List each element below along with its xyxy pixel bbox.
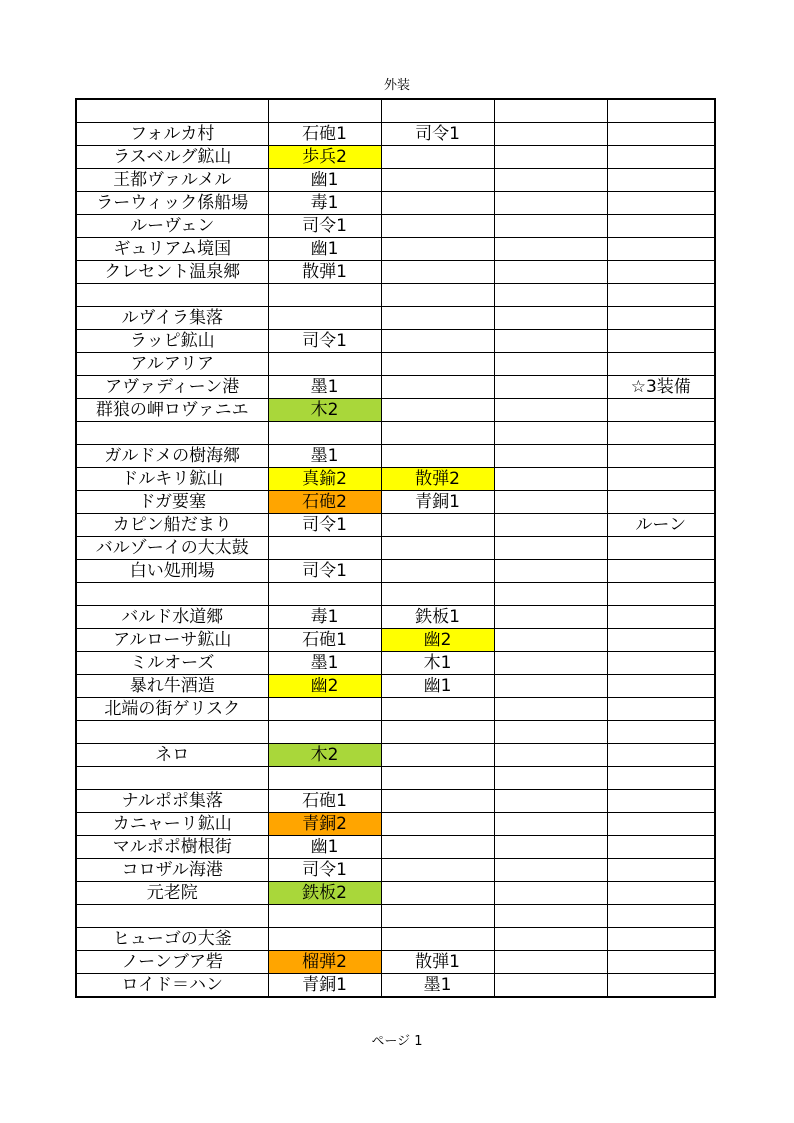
item-cell[interactable] [607, 951, 715, 974]
table-row [76, 606, 715, 629]
item-cell[interactable] [607, 445, 715, 468]
item-cell[interactable] [494, 698, 607, 721]
item-cell[interactable] [607, 284, 715, 307]
item-cell[interactable]: 幽2 [268, 675, 381, 698]
table-row [76, 468, 715, 491]
location-cell[interactable]: バルド水道郷 [76, 606, 268, 629]
item-cell[interactable] [268, 721, 381, 744]
item-cell[interactable] [607, 974, 715, 998]
item-cell[interactable] [607, 836, 715, 859]
item-cell[interactable] [494, 215, 607, 238]
table-row [76, 744, 715, 767]
item-cell[interactable] [381, 169, 494, 192]
item-cell[interactable] [607, 859, 715, 882]
location-cell[interactable]: ルヴイラ集落 [76, 307, 268, 330]
item-cell[interactable]: 墨1 [381, 974, 494, 998]
location-cell[interactable] [76, 767, 268, 790]
table-row [76, 307, 715, 330]
page-header-title: 外装 [383, 78, 410, 93]
item-cell[interactable] [607, 928, 715, 951]
item-cell[interactable] [494, 859, 607, 882]
location-cell[interactable]: ヒューゴの大釜 [76, 928, 268, 951]
item-cell[interactable] [494, 744, 607, 767]
item-cell[interactable] [494, 928, 607, 951]
item-cell[interactable] [607, 99, 715, 123]
item-cell[interactable] [607, 169, 715, 192]
location-cell[interactable]: コロザル海港 [76, 859, 268, 882]
item-cell[interactable] [268, 353, 381, 376]
item-cell[interactable] [494, 836, 607, 859]
table-row [76, 928, 715, 951]
location-cell[interactable]: ネロ [76, 744, 268, 767]
item-cell[interactable] [494, 192, 607, 215]
location-cell[interactable]: ラッピ鉱山 [76, 330, 268, 353]
item-cell[interactable]: 司令1 [268, 859, 381, 882]
table-row [76, 330, 715, 353]
location-cell[interactable]: アルローサ鉱山 [76, 629, 268, 652]
item-cell[interactable] [494, 284, 607, 307]
item-cell[interactable] [381, 905, 494, 928]
item-cell[interactable]: 墨1 [268, 652, 381, 675]
item-cell[interactable]: 鉄板1 [381, 606, 494, 629]
location-cell[interactable]: 白い処刑場 [76, 560, 268, 583]
table-row [76, 215, 715, 238]
item-cell[interactable]: 幽1 [268, 238, 381, 261]
item-cell[interactable]: 散弾1 [381, 951, 494, 974]
item-cell[interactable] [268, 905, 381, 928]
item-cell[interactable]: 榴弾2 [268, 951, 381, 974]
location-cell[interactable]: 群狼の岬ロヴァニエ [76, 399, 268, 422]
item-cell[interactable] [381, 192, 494, 215]
location-cell[interactable] [76, 721, 268, 744]
item-cell[interactable] [381, 790, 494, 813]
item-cell[interactable] [381, 928, 494, 951]
item-cell[interactable] [494, 652, 607, 675]
table-row [76, 514, 715, 537]
item-cell[interactable] [494, 675, 607, 698]
item-cell[interactable] [494, 146, 607, 169]
item-cell[interactable] [607, 123, 715, 146]
table-row [76, 974, 715, 998]
item-cell[interactable]: 石砲1 [268, 629, 381, 652]
location-cell[interactable]: ガルドメの樹海郷 [76, 445, 268, 468]
item-cell[interactable]: 毒1 [268, 192, 381, 215]
item-cell[interactable]: 司令1 [268, 330, 381, 353]
item-cell[interactable] [381, 721, 494, 744]
item-cell[interactable] [381, 583, 494, 606]
location-cell[interactable]: ドガ要塞 [76, 491, 268, 514]
item-cell[interactable] [381, 537, 494, 560]
item-cell[interactable] [268, 284, 381, 307]
table-row [76, 537, 715, 560]
item-cell[interactable]: 石砲1 [268, 790, 381, 813]
item-cell[interactable] [494, 905, 607, 928]
item-cell[interactable] [381, 99, 494, 123]
table-row [76, 629, 715, 652]
location-cell[interactable]: アルアリア [76, 353, 268, 376]
item-cell[interactable]: 司令1 [381, 123, 494, 146]
location-cell[interactable]: ナルポポ集落 [76, 790, 268, 813]
location-cell[interactable]: ロイド＝ハン [76, 974, 268, 998]
item-cell[interactable] [607, 261, 715, 284]
item-cell[interactable] [607, 537, 715, 560]
item-cell[interactable] [607, 307, 715, 330]
item-cell[interactable]: 鉄板2 [268, 882, 381, 905]
item-cell[interactable] [381, 560, 494, 583]
item-cell[interactable] [494, 169, 607, 192]
item-cell[interactable] [607, 652, 715, 675]
item-cell[interactable]: 真鍮2 [268, 468, 381, 491]
item-cell[interactable] [494, 491, 607, 514]
table-row [76, 399, 715, 422]
item-cell[interactable] [494, 238, 607, 261]
item-cell[interactable] [381, 698, 494, 721]
location-cell[interactable]: カニャーリ鉱山 [76, 813, 268, 836]
item-cell[interactable] [268, 99, 381, 123]
table-row [76, 790, 715, 813]
item-cell[interactable]: 散弾2 [381, 468, 494, 491]
item-cell[interactable]: 墨1 [268, 445, 381, 468]
location-cell[interactable] [76, 422, 268, 445]
location-cell[interactable] [76, 583, 268, 606]
item-cell[interactable] [494, 606, 607, 629]
item-cell[interactable]: 木2 [268, 399, 381, 422]
item-cell[interactable] [494, 629, 607, 652]
item-cell[interactable]: 青銅2 [268, 813, 381, 836]
item-cell[interactable] [607, 790, 715, 813]
location-cell[interactable]: ギュリアム境国 [76, 238, 268, 261]
item-cell[interactable] [381, 261, 494, 284]
item-cell[interactable]: 木1 [381, 652, 494, 675]
item-cell[interactable] [494, 307, 607, 330]
item-cell[interactable] [494, 560, 607, 583]
location-cell[interactable]: フォルカ村 [76, 123, 268, 146]
item-cell[interactable] [494, 445, 607, 468]
item-cell[interactable] [381, 882, 494, 905]
item-cell[interactable] [381, 238, 494, 261]
item-cell[interactable] [494, 514, 607, 537]
item-cell[interactable] [607, 215, 715, 238]
table-row [76, 238, 715, 261]
item-cell[interactable] [381, 146, 494, 169]
item-cell[interactable]: 墨1 [268, 376, 381, 399]
item-cell[interactable] [381, 445, 494, 468]
item-cell[interactable] [381, 284, 494, 307]
location-cell[interactable]: ノーンブア砦 [76, 951, 268, 974]
table-row [76, 698, 715, 721]
item-cell[interactable]: ☆3装備 [607, 376, 715, 399]
item-cell[interactable] [268, 767, 381, 790]
item-cell[interactable] [381, 767, 494, 790]
table-row [76, 422, 715, 445]
location-cell[interactable]: ラーウィック係船場 [76, 192, 268, 215]
item-cell[interactable] [494, 583, 607, 606]
table-row [76, 445, 715, 468]
item-cell[interactable] [494, 99, 607, 123]
item-cell[interactable] [494, 399, 607, 422]
table-row [76, 491, 715, 514]
item-cell[interactable] [494, 468, 607, 491]
item-cell[interactable] [381, 514, 494, 537]
item-cell[interactable] [494, 261, 607, 284]
item-cell[interactable] [268, 583, 381, 606]
item-cell[interactable] [268, 307, 381, 330]
item-cell[interactable] [607, 767, 715, 790]
table-row [76, 951, 715, 974]
item-cell[interactable] [607, 192, 715, 215]
item-cell[interactable] [607, 146, 715, 169]
item-cell[interactable] [494, 422, 607, 445]
item-cell[interactable] [268, 422, 381, 445]
item-cell[interactable] [494, 882, 607, 905]
item-cell[interactable]: 毒1 [268, 606, 381, 629]
item-cell[interactable]: 石砲2 [268, 491, 381, 514]
item-cell[interactable] [494, 974, 607, 998]
item-cell[interactable] [607, 721, 715, 744]
item-cell[interactable] [607, 238, 715, 261]
location-cell[interactable]: ルーヴェン [76, 215, 268, 238]
item-cell[interactable] [494, 721, 607, 744]
item-cell[interactable] [607, 675, 715, 698]
item-cell[interactable]: 木2 [268, 744, 381, 767]
item-cell[interactable] [607, 560, 715, 583]
location-cell[interactable]: 暴れ牛酒造 [76, 675, 268, 698]
item-cell[interactable] [268, 698, 381, 721]
item-cell[interactable]: 青銅1 [381, 491, 494, 514]
location-cell[interactable] [76, 284, 268, 307]
item-cell[interactable]: ルーン [607, 514, 715, 537]
location-cell[interactable]: 北端の街ゲリスク [76, 698, 268, 721]
item-cell[interactable] [268, 928, 381, 951]
item-cell[interactable] [381, 307, 494, 330]
item-cell[interactable] [268, 537, 381, 560]
item-cell[interactable] [494, 790, 607, 813]
item-cell[interactable] [494, 951, 607, 974]
item-cell[interactable]: 歩兵2 [268, 146, 381, 169]
table-row [76, 284, 715, 307]
item-cell[interactable] [607, 491, 715, 514]
location-cell[interactable]: マルポポ樹根街 [76, 836, 268, 859]
spreadsheet-body [76, 99, 715, 997]
table-row [76, 905, 715, 928]
table-row [76, 859, 715, 882]
item-cell[interactable] [381, 836, 494, 859]
item-cell[interactable] [381, 399, 494, 422]
item-cell[interactable] [607, 905, 715, 928]
location-cell[interactable] [76, 99, 268, 123]
spreadsheet-table [75, 98, 716, 998]
item-cell[interactable] [607, 882, 715, 905]
table-row [76, 261, 715, 284]
location-cell[interactable]: クレセント温泉郷 [76, 261, 268, 284]
item-cell[interactable] [381, 330, 494, 353]
table-row [76, 169, 715, 192]
table-row [76, 560, 715, 583]
item-cell[interactable] [381, 353, 494, 376]
table-row [76, 192, 715, 215]
location-cell[interactable]: ラスベルグ鉱山 [76, 146, 268, 169]
item-cell[interactable] [381, 813, 494, 836]
location-cell[interactable]: 王都ヴァルメル [76, 169, 268, 192]
table-row [76, 836, 715, 859]
item-cell[interactable] [494, 813, 607, 836]
table-row [76, 583, 715, 606]
table-row [76, 721, 715, 744]
item-cell[interactable] [607, 330, 715, 353]
item-cell[interactable] [607, 468, 715, 491]
location-cell[interactable]: カピン船だまり [76, 514, 268, 537]
table-row [76, 99, 715, 123]
table-row [76, 882, 715, 905]
table-row [76, 767, 715, 790]
item-cell[interactable] [494, 537, 607, 560]
item-cell[interactable]: 司令1 [268, 514, 381, 537]
item-cell[interactable]: 幽1 [381, 675, 494, 698]
item-cell[interactable] [607, 698, 715, 721]
item-cell[interactable] [607, 744, 715, 767]
table-row [76, 146, 715, 169]
item-cell[interactable] [607, 629, 715, 652]
item-cell[interactable] [494, 353, 607, 376]
item-cell[interactable] [381, 422, 494, 445]
item-cell[interactable] [381, 859, 494, 882]
page-footer-number: ページ 1 [371, 1034, 423, 1049]
item-cell[interactable] [607, 606, 715, 629]
item-cell[interactable]: 幽2 [381, 629, 494, 652]
item-cell[interactable] [494, 767, 607, 790]
item-cell[interactable] [494, 123, 607, 146]
item-cell[interactable] [607, 399, 715, 422]
item-cell[interactable] [607, 813, 715, 836]
item-cell[interactable]: 青銅1 [268, 974, 381, 998]
table-row [76, 376, 715, 399]
item-cell[interactable]: 司令1 [268, 215, 381, 238]
location-cell[interactable]: ドルキリ鉱山 [76, 468, 268, 491]
item-cell[interactable] [381, 215, 494, 238]
item-cell[interactable]: 幽1 [268, 836, 381, 859]
item-cell[interactable] [381, 376, 494, 399]
table-row [76, 652, 715, 675]
location-cell[interactable]: ミルオーズ [76, 652, 268, 675]
location-cell[interactable] [76, 905, 268, 928]
item-cell[interactable]: 散弾1 [268, 261, 381, 284]
item-cell[interactable] [381, 744, 494, 767]
item-cell[interactable]: 幽1 [268, 169, 381, 192]
location-cell[interactable]: アヴァディーン港 [76, 376, 268, 399]
location-cell[interactable]: バルゾーイの大太鼓 [76, 537, 268, 560]
table-row [76, 813, 715, 836]
location-cell[interactable]: 元老院 [76, 882, 268, 905]
item-cell[interactable] [607, 583, 715, 606]
item-cell[interactable] [607, 422, 715, 445]
item-cell[interactable]: 司令1 [268, 560, 381, 583]
table-row [76, 353, 715, 376]
table-row [76, 123, 715, 146]
table-row [76, 675, 715, 698]
item-cell[interactable]: 石砲1 [268, 123, 381, 146]
item-cell[interactable] [494, 330, 607, 353]
item-cell[interactable] [607, 353, 715, 376]
item-cell[interactable] [494, 376, 607, 399]
